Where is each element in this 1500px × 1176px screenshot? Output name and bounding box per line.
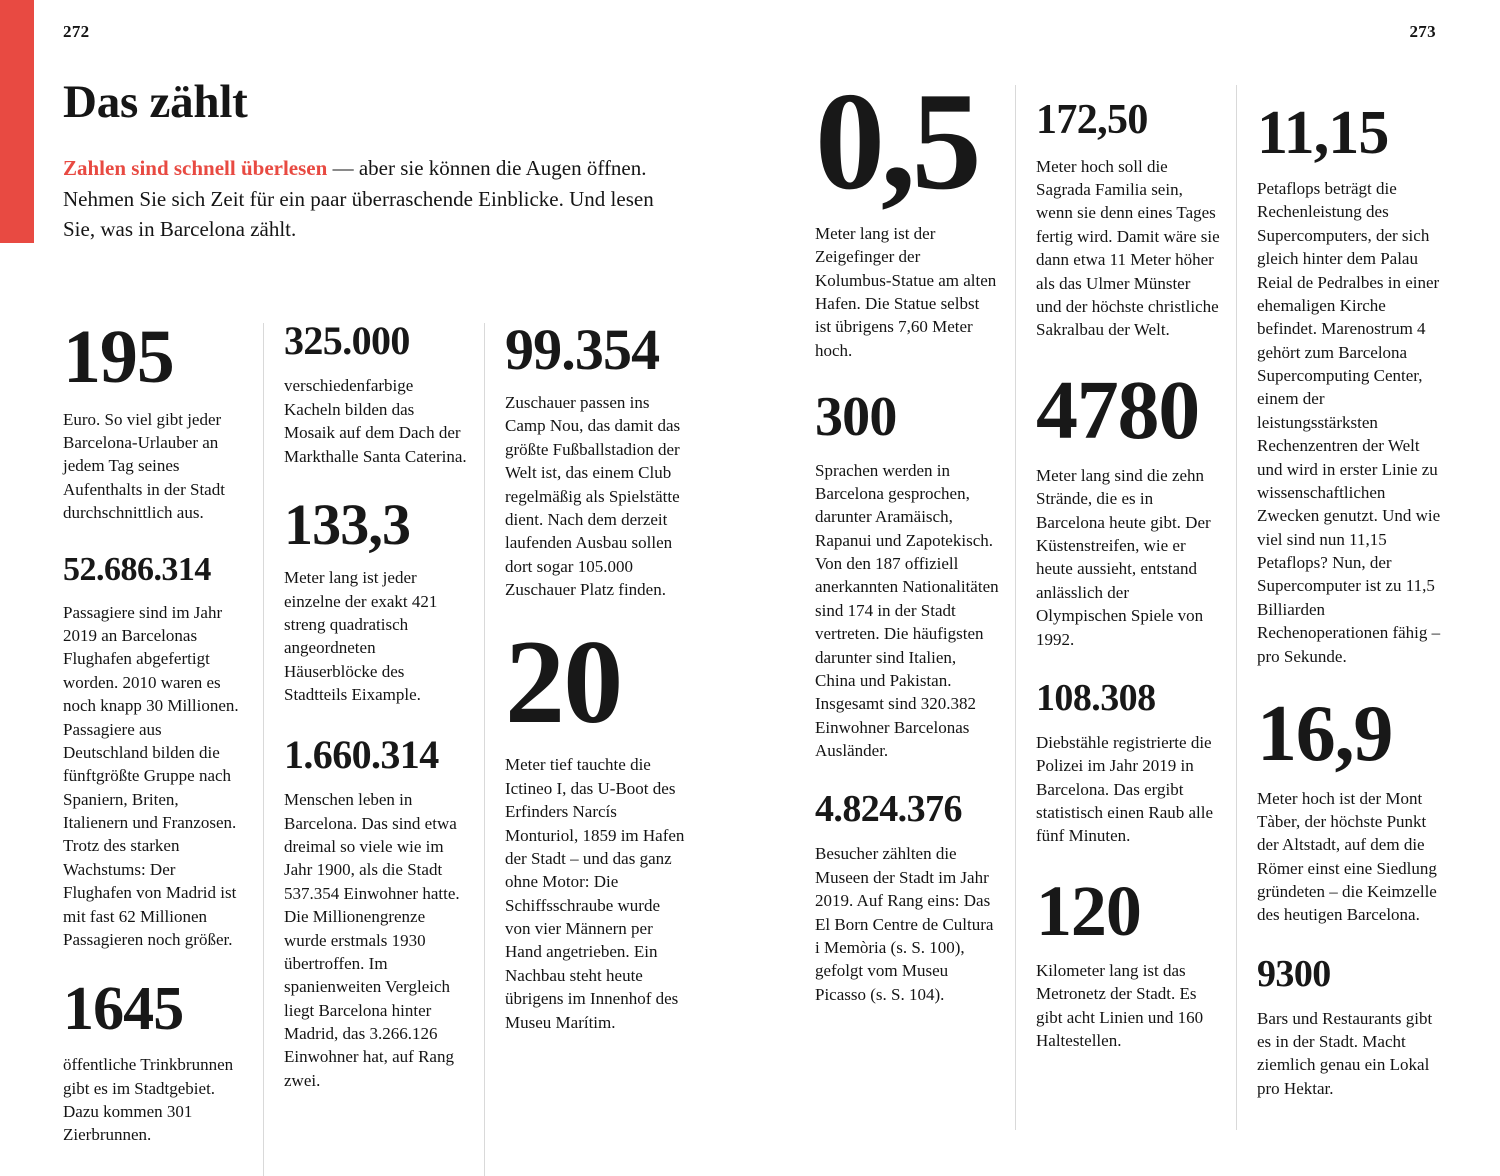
- stat-block: [284, 317, 468, 468]
- stat-text: Meter lang ist der Zeigefinger der Kolumbus-Statue am alten Hafen. Die Statue selbst ist übrigens 7,60 Meter hoch.: [815, 223, 997, 360]
- stat-block: [63, 975, 247, 1147]
- stat-number: 11,15: [1257, 99, 1389, 167]
- stat-block: [1036, 870, 1220, 1053]
- stat-text: Bars und Restaurants gibt es in der Stadt. Macht ziemlich genau ein Lokal pro Hektar.: [1257, 1008, 1433, 1098]
- stat-number: 1645: [63, 975, 184, 1044]
- stat-number: 195: [63, 314, 174, 399]
- stat-text: Passagiere sind im Jahr 2019 an Barcelonas Flughafen abgefertigt worden. 2010 waren es noch knapp 30 Millionen. Passagiere aus Deutschland bilden die fünftgrößte Gruppe nach Spaniern, Briten, Italienern und Franzosen. Trotz des starken Wachstums: Der Flughafen von Madrid ist mit fast 62 Millionen Passagieren noch größer.: [63, 602, 239, 949]
- stat-block: [1036, 97, 1220, 342]
- stat-block: [815, 64, 999, 362]
- stat-number: 300: [815, 386, 897, 449]
- stat-number: 99.354: [505, 316, 660, 382]
- stat-text: Besucher zählten die Museen der Stadt im Jahr 2019. Auf Rang eins: Das El Born Centre de Cultura i Memòria (s. S. 100), gefolgt vom Museu Picasso (s. S. 104).: [815, 844, 994, 1004]
- stat-number: 325.000: [284, 317, 410, 363]
- stat-text: Euro. So viel gibt jeder Barcelona-Urlauber an jedem Tag seines Aufenthalts in der Stadt durchschnittlich aus.: [63, 409, 225, 523]
- stat-number: 20: [505, 615, 622, 749]
- stat-block: [815, 788, 999, 1006]
- red-accent-bar: [0, 0, 34, 243]
- stat-text: Meter tief tauchte die Ictineo I, das U-Boot des Erfinders Narcís Monturiol, 1859 im Hafen der Stadt – und das ganz ohne Motor: Die Schiffsschraube wurde von vier Männern per Hand angetrieben. Ein Nachbau steht heute übrigens im Innenhof des Museu Marítim.: [505, 755, 685, 1032]
- stat-block: [284, 491, 468, 707]
- right-stats-column-1: [815, 64, 999, 1130]
- stat-number: 4780: [1036, 363, 1199, 457]
- stat-block: [1257, 99, 1441, 668]
- stat-block: [1036, 363, 1220, 651]
- stat-number: 1.660.314: [284, 731, 439, 777]
- right-stats-grid: [815, 64, 1443, 1130]
- stat-block: [63, 314, 247, 525]
- intro-highlight: Zahlen sind schnell überlesen: [63, 156, 328, 181]
- stat-text: Meter hoch soll die Sagrada Familia sein, wenn sie denn eines Tages fertig wird. Damit wäre sie dann etwa 11 Meter höher als das Ulmer Münster und der höchste christliche Sakralbau der Welt.: [1036, 156, 1220, 340]
- stat-text: Diebstähle registrierte die Polizei im Jahr 2019 in Barcelona. Das ergibt statistisch einen Raub alle fünf Minuten.: [1036, 732, 1214, 846]
- stat-block: [505, 615, 689, 1034]
- intro-paragraph: [63, 153, 691, 244]
- stat-number: 4.824.376: [815, 788, 962, 831]
- stat-text: öffentliche Trinkbrunnen gibt es im Stadtgebiet. Dazu kommen 301 Zierbrunnen.: [63, 1055, 234, 1145]
- stat-text: Kilometer lang ist das Metronetz der Stadt. Es gibt acht Linien und 160 Haltestellen.: [1036, 960, 1204, 1051]
- page-number-left: 272: [63, 22, 90, 41]
- stat-text: Meter lang sind die zehn Strände, die es in Barcelona heute gibt. Der Küstenstreifen, wie er heute aussieht, entstand anlässlich der Olympischen Spiele von 1992.: [1036, 465, 1211, 649]
- stat-block: [505, 316, 689, 602]
- stat-block: [284, 731, 468, 1093]
- right-stats-column-3: [1236, 85, 1441, 1130]
- right-page: [815, 64, 1443, 1130]
- stat-text: verschiedenfarbige Kacheln bilden das Mosaik auf dem Dach der Markthalle Santa Caterina.: [284, 376, 467, 466]
- stat-block: [1257, 689, 1441, 927]
- intro-rest: — aber sie können die Augen öffnen. Nehmen Sie sich Zeit für ein paar überraschende Einblicke. Und lesen Sie, was in Barcelona zählt.: [63, 156, 654, 242]
- stat-number: 52.686.314: [63, 551, 211, 589]
- stat-block: [1257, 952, 1441, 1100]
- left-stats-grid: [63, 314, 691, 1176]
- stat-text: Meter hoch ist der Mont Tàber, der höchste Punkt der Altstadt, auf dem die Römer einst eine Siedlung gründeten – die Keimzelle des heutigen Barcelona.: [1257, 788, 1437, 925]
- left-stats-column-3: [484, 316, 689, 1176]
- stat-block: [63, 551, 247, 951]
- stat-block: [815, 386, 999, 762]
- stat-number: 120: [1036, 870, 1141, 951]
- stat-text: Sprachen werden in Barcelona gesprochen, darunter Aramäisch, Rapanui und Zapotekisch. Von den 187 offiziell anerkannten Nationalitäten sind 174 in der Stadt vertreten. Die häufigsten darunter sind Italien, China und Pakistan. Insgesamt sind 320.382 Einwohner Barcelonas Ausländer.: [815, 460, 999, 761]
- stat-number: 133,3: [284, 491, 411, 557]
- stat-text: Menschen leben in Barcelona. Das sind etwa dreimal so viele wie im Jahr 1900, als die Stadt 537.354 Einwohner hatte. Die Millionengrenze wurde erstmals 1930 übertroffen. Im spanienweiten Vergleich liegt Barcelona hinter Madrid, das 3.266.126 Einwohner hat, auf Rang zwei.: [284, 790, 460, 1090]
- left-stats-column-2: [263, 317, 468, 1176]
- left-stats-column-1: [63, 314, 247, 1176]
- stat-number: 0,5: [815, 64, 978, 219]
- stat-number: 16,9: [1257, 689, 1393, 778]
- stat-text: Petaflops beträgt die Rechenleistung des Supercomputers, der sich gleich hinter dem Palau Reial de Pedralbes in einer ehemaligen Kirche befindet. Marenostrum 4 gehört zum Barcelona Supercomputing Center, einem der leistungsstärksten Rechenzentren der Welt und wird in erster Linie zu wissenschaftlichen Zwecken genutzt. Und wie viel sind nun 11,15 Petaflops? Nun, der Supercomputer ist zu 11,5 Billiarden Rechenoperationen fähig – pro Sekunde.: [1257, 179, 1441, 666]
- stat-number: 172,50: [1036, 97, 1148, 143]
- stat-number: 9300: [1257, 952, 1331, 995]
- right-stats-column-2: [1015, 85, 1220, 1130]
- stat-block: [1036, 676, 1220, 848]
- page-number-right: 273: [1409, 22, 1436, 41]
- stat-text: Zuschauer passen ins Camp Nou, das damit das größte Fußballstadion der Welt ist, das einem Club regelmäßig als Spielstätte dient. Nach dem derzeit laufenden Ausbau sollen dort sogar 105.000 Zuschauer Platz finden.: [505, 393, 681, 600]
- left-page: [63, 78, 691, 1176]
- stat-text: Meter lang ist jeder einzelne der exakt 421 streng quadratisch angeordneten Häuserblöcke des Stadtteils Eixample.: [284, 568, 438, 705]
- page-title: Das zählt: [63, 76, 248, 128]
- stat-number: 108.308: [1036, 676, 1156, 719]
